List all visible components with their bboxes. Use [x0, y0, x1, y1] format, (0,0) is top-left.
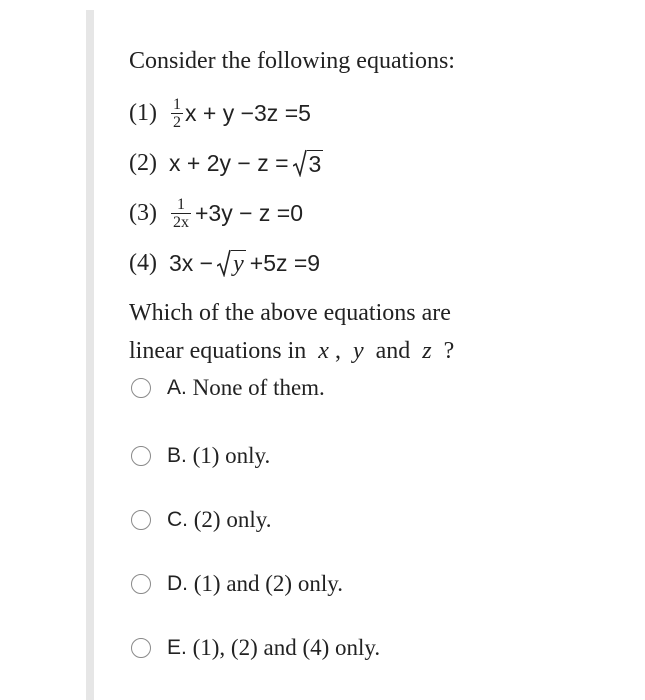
option-text: (1), (2) and (4) only.	[186, 635, 381, 660]
radio-button[interactable]	[131, 378, 151, 398]
prompt-line-1: Which of the above equations are	[129, 300, 451, 326]
radical-sign-icon	[293, 149, 307, 177]
equation-label: (2)	[129, 149, 157, 176]
equation-label: (3)	[129, 199, 157, 226]
option-d[interactable]	[131, 552, 629, 616]
option-letter: E.	[167, 636, 187, 659]
option-a[interactable]	[131, 374, 629, 402]
variable-x: x	[318, 338, 329, 364]
radicand: 3	[308, 151, 322, 177]
square-root	[217, 249, 246, 277]
radio-button[interactable]	[131, 446, 151, 466]
equation-3	[129, 188, 629, 238]
radical-sign-icon	[217, 249, 231, 277]
fraction-denominator: 2x	[172, 213, 189, 231]
equation-2	[129, 138, 629, 188]
answer-options	[129, 374, 629, 680]
question-card	[129, 44, 629, 680]
fraction	[171, 196, 191, 231]
option-letter: B.	[167, 444, 187, 467]
option-text: (2) only.	[188, 507, 272, 532]
equation-lhs: x + 2y − z =	[168, 149, 289, 176]
question-prompt	[129, 294, 629, 370]
square-root	[293, 149, 324, 177]
option-text: None of them.	[186, 375, 325, 400]
fraction-numerator: 1	[172, 95, 181, 113]
question-intro: Consider the following equations:	[129, 48, 455, 74]
prompt-line-2	[129, 332, 629, 370]
option-c[interactable]	[131, 488, 629, 552]
equation-label: (4)	[129, 249, 157, 276]
comma: ,	[334, 338, 341, 364]
equation-rest: +3y − z =0	[194, 199, 304, 226]
fraction-numerator: 1	[176, 195, 185, 213]
equation-1	[129, 88, 629, 138]
fraction-denominator: 2	[172, 113, 181, 131]
option-e[interactable]	[131, 616, 629, 680]
option-letter: C.	[167, 508, 188, 531]
fraction	[171, 96, 183, 131]
equation-label: (1)	[129, 99, 157, 126]
option-letter: D.	[167, 572, 188, 595]
question-mark: ?	[443, 338, 455, 364]
variable-y: y	[352, 338, 364, 364]
radio-button[interactable]	[131, 574, 151, 594]
radio-button[interactable]	[131, 638, 151, 658]
option-b[interactable]	[131, 424, 629, 488]
option-letter: A.	[167, 376, 187, 399]
option-text: (1) and (2) only.	[188, 571, 343, 596]
option-text: (1) only.	[186, 443, 271, 468]
equation-tail: +5z =9	[249, 249, 321, 276]
radicand: y	[233, 251, 244, 277]
left-accent-bar	[86, 10, 94, 700]
equation-4	[129, 238, 629, 288]
equation-rest: x + y −3z =5	[184, 99, 311, 126]
prompt-text: linear equations in	[129, 338, 307, 364]
radio-button[interactable]	[131, 510, 151, 530]
equation-lead: 3x −	[168, 249, 214, 276]
variable-z: z	[422, 338, 432, 364]
and-word: and	[375, 338, 411, 364]
